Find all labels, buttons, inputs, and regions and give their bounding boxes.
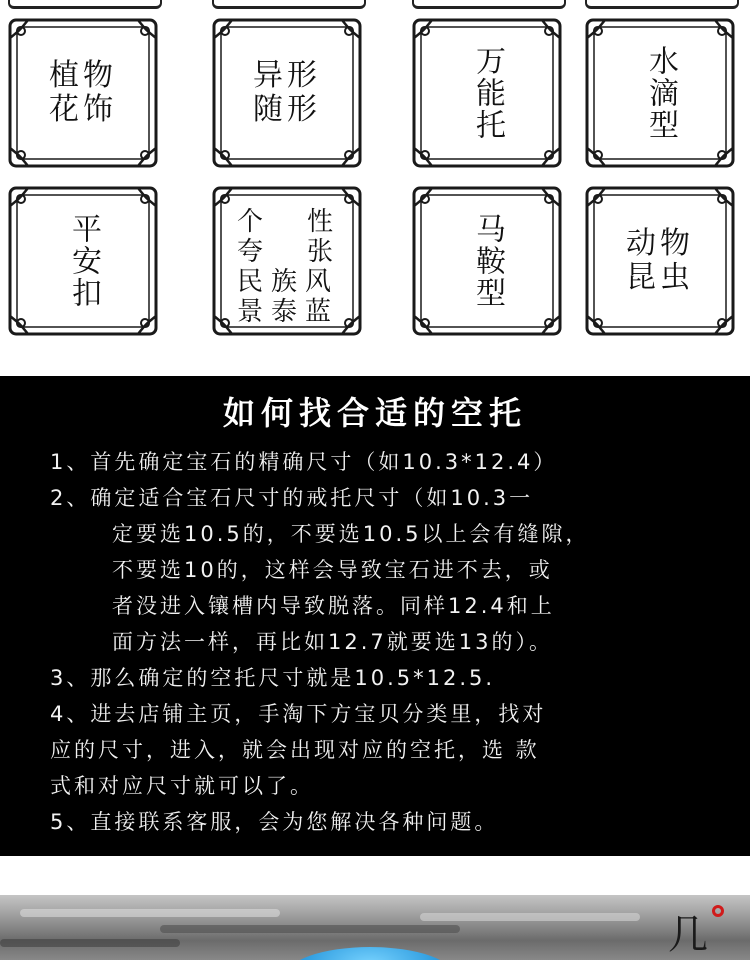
category-tile-peace-buckle[interactable] (6, 184, 160, 338)
guide-line: 者没进入镶槽内导致脱落。同样12.4和上 (112, 594, 555, 618)
previous-row-frame (212, 0, 366, 9)
brand-logo-dot-icon (712, 905, 724, 917)
photo-texture (420, 913, 640, 921)
guide-line: 1、首先确定宝石的精确尺寸（如10.3*12.4） (50, 450, 558, 474)
category-label: 水滴型 (643, 45, 678, 141)
category-tile-saddle[interactable] (410, 184, 564, 338)
category-label: 个 性 夸 张 民 族 风 景 泰 蓝 (237, 207, 334, 327)
category-grid (0, 0, 750, 360)
size-guide-panel (0, 376, 750, 856)
guide-line: 3、那么确定的空托尺寸就是10.5*12.5. (50, 666, 496, 690)
previous-row-frame (412, 0, 566, 9)
guide-line: 2、确定适合宝石尺寸的戒托尺寸（如10.3一 (50, 486, 534, 510)
category-label: 异形 随形 (253, 58, 321, 127)
category-label: 平安扣 (66, 213, 101, 309)
photo-texture (20, 909, 280, 917)
guide-line: 式和对应尺寸就可以了。 (50, 774, 314, 798)
category-label: 植物 花饰 (49, 58, 117, 127)
guide-line: 5、直接联系客服，会为您解决各种问题。 (50, 810, 499, 834)
product-photo (0, 895, 750, 960)
guide-title: 如何找合适的空托 (222, 394, 527, 432)
category-tile-animal-insect[interactable] (583, 184, 737, 338)
category-label: 万能托 (470, 45, 505, 141)
photo-texture (160, 925, 460, 933)
category-label: 马鞍型 (470, 213, 505, 309)
category-label: 动物 昆虫 (626, 226, 694, 295)
category-tile-teardrop[interactable] (583, 16, 737, 170)
guide-line: 定要选10.5的，不要选10.5以上会有缝隙， (112, 522, 590, 546)
photo-texture (0, 939, 180, 947)
guide-line: 面方法一样，再比如12.7就要选13的）。 (112, 630, 553, 654)
guide-line: 不要选10的，这样会导致宝石进不去，或 (112, 558, 553, 582)
guide-line: 应的尺寸，进入，就会出现对应的空托，选 款 (50, 738, 540, 762)
previous-row-frame (8, 0, 162, 9)
brand-logo: 几 (668, 912, 708, 958)
previous-row-frame (585, 0, 739, 9)
category-tile-irregular-shape[interactable] (210, 16, 364, 170)
category-tile-universal-setting[interactable] (410, 16, 564, 170)
blue-gem-icon (285, 947, 455, 960)
guide-line: 4、进去店铺主页，手淘下方宝贝分类里，找对 (50, 702, 547, 726)
category-tile-plant-floral[interactable] (6, 16, 160, 170)
category-tile-ethnic-cloisonne[interactable] (210, 184, 364, 338)
